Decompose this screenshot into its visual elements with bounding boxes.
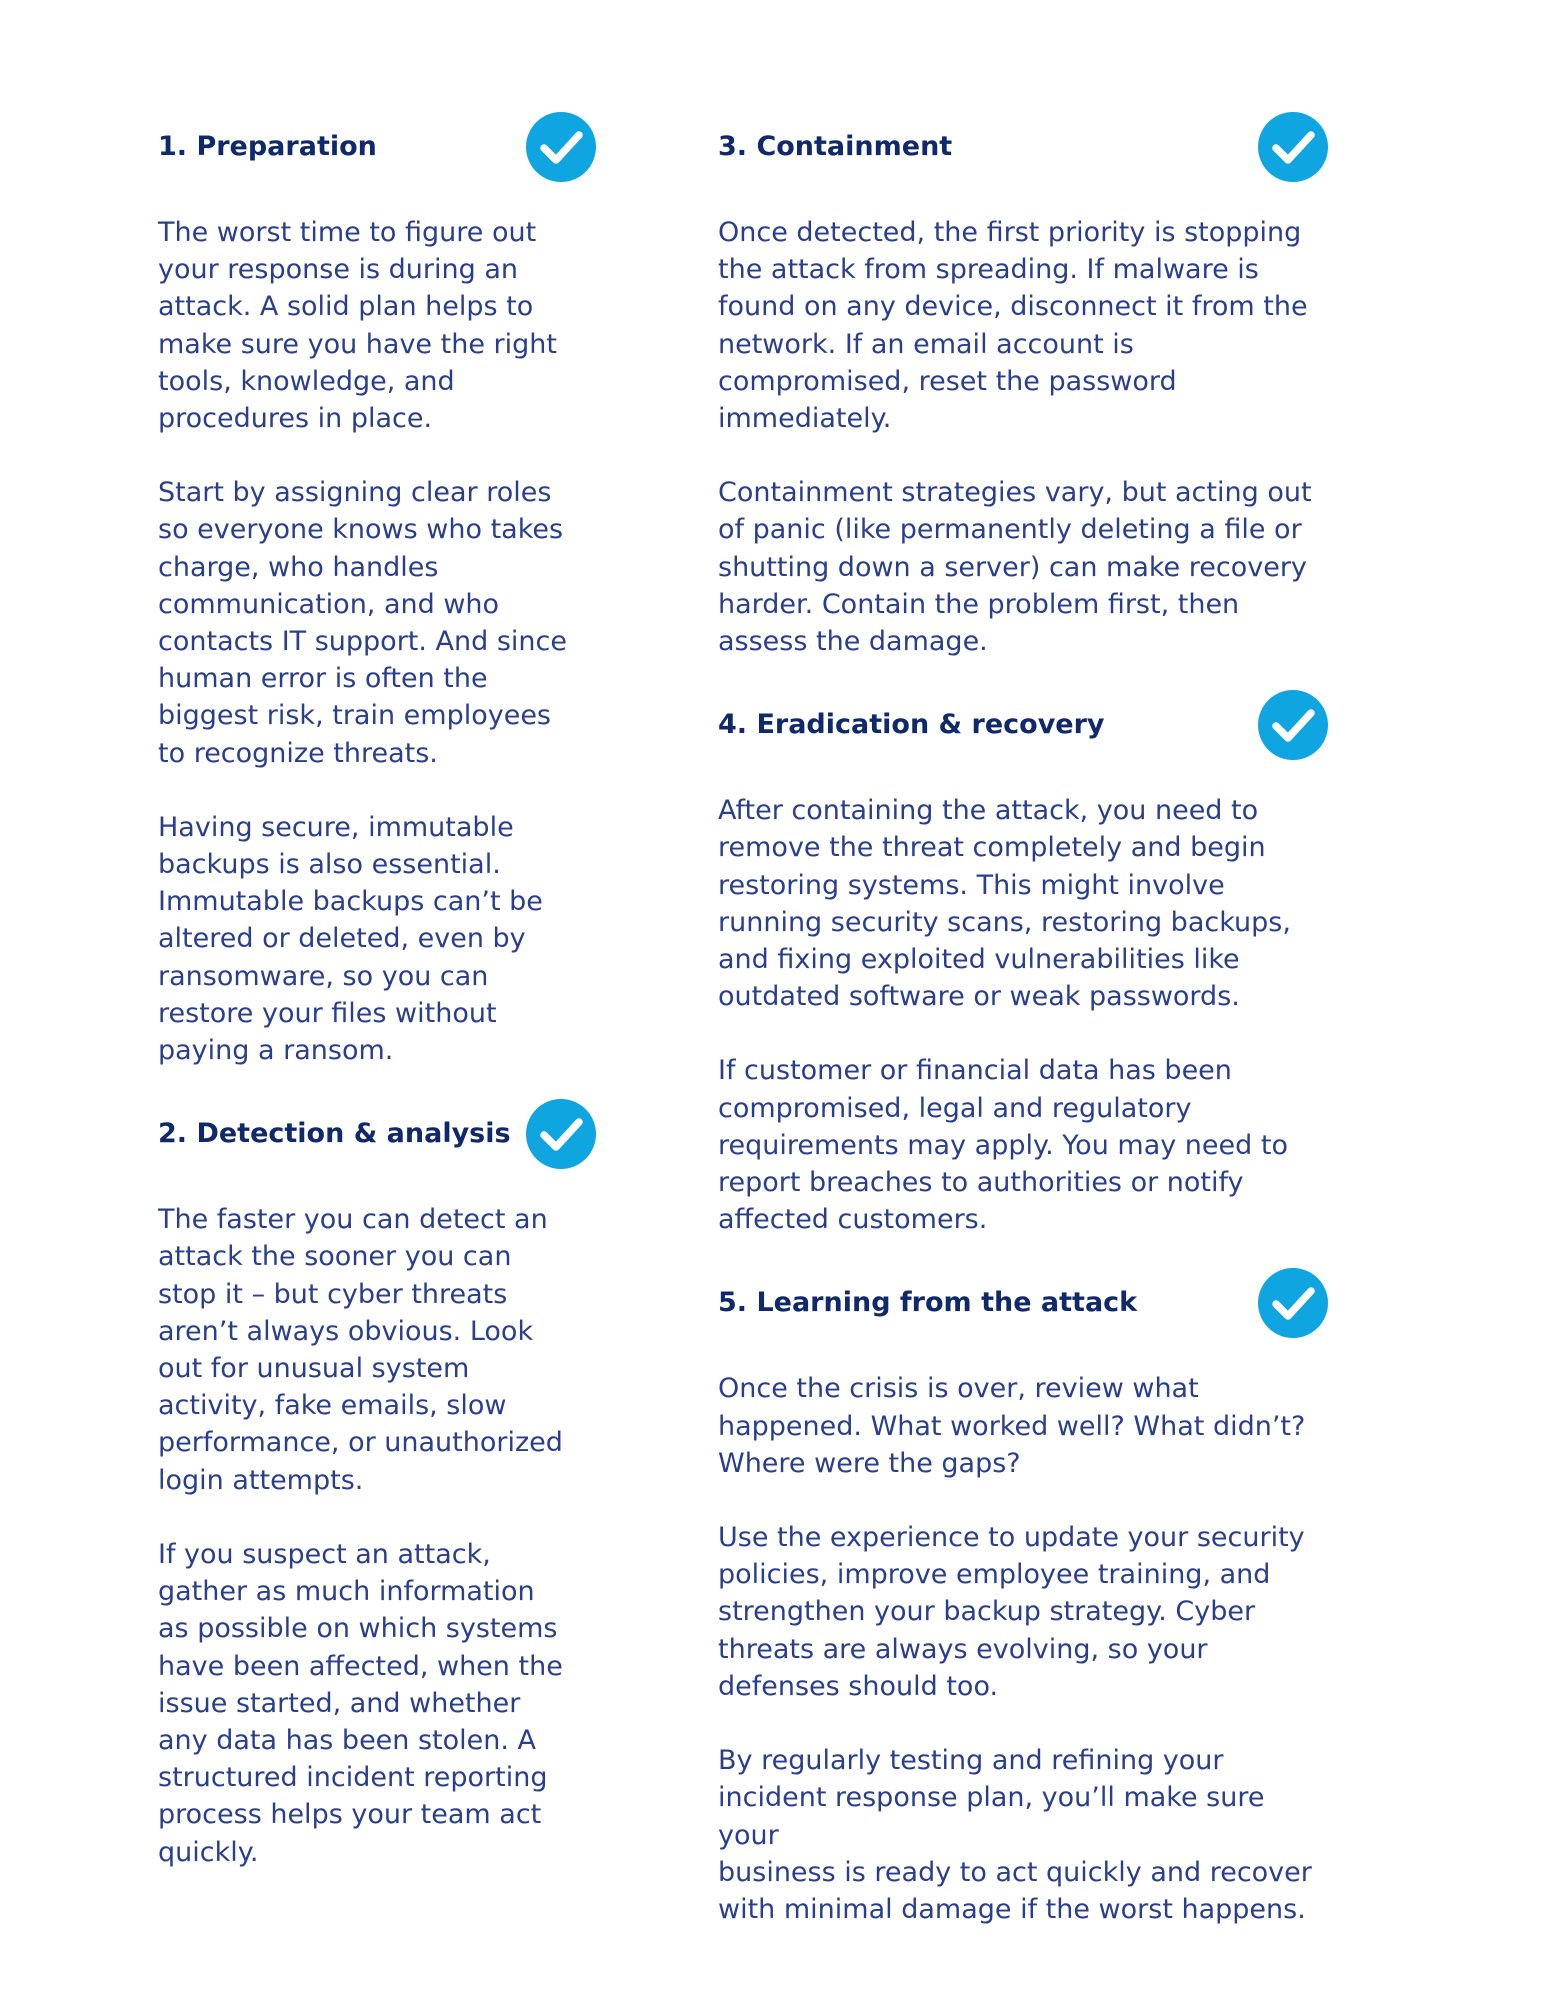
section-title: 3. Containment bbox=[718, 130, 953, 162]
text-line: your response is during an bbox=[158, 254, 519, 286]
check-circle-icon bbox=[1258, 690, 1328, 760]
section-title: 4. Eradication & recovery bbox=[718, 708, 1105, 740]
body-paragraph bbox=[158, 214, 588, 437]
text-line: biggest risk, train employees bbox=[158, 700, 552, 732]
text-line: contacts IT support. And since bbox=[158, 626, 567, 658]
text-line: running security scans, restoring backups, bbox=[718, 906, 1291, 938]
text-line: immediately. bbox=[718, 403, 892, 435]
text-line: Once detected, the first priority is stopping bbox=[718, 217, 1302, 248]
text-line: any data has been stolen. A bbox=[158, 1724, 537, 1756]
text-line: altered or deleted, even by bbox=[158, 923, 526, 955]
left-column bbox=[158, 110, 588, 1871]
text-line: ransomware, so you can bbox=[158, 960, 489, 992]
section bbox=[718, 1266, 1328, 1928]
body-paragraph bbox=[718, 1742, 1328, 1928]
right-column bbox=[718, 110, 1328, 1928]
text-line: If customer or financial data has been bbox=[718, 1055, 1232, 1087]
text-line: charge, who handles bbox=[158, 551, 439, 583]
body-paragraph bbox=[158, 1201, 588, 1499]
text-line: procedures in place. bbox=[158, 403, 433, 435]
section-header bbox=[158, 110, 588, 182]
text-line: as possible on which systems bbox=[158, 1613, 558, 1645]
text-line: backups is also essential. bbox=[158, 849, 501, 881]
text-line: of panic (like permanently deleting a file or bbox=[718, 514, 1302, 546]
text-line: quickly. bbox=[158, 1836, 259, 1868]
section bbox=[158, 110, 588, 1069]
text-line: with minimal damage if the worst happens. bbox=[718, 1893, 1306, 1925]
text-line: process helps your team act bbox=[158, 1799, 542, 1831]
section-header bbox=[158, 1097, 588, 1169]
text-line: so everyone knows who takes bbox=[158, 514, 564, 546]
text-line: human error is often the bbox=[158, 663, 488, 695]
check-circle-icon bbox=[526, 1099, 596, 1169]
text-line: make sure you have the right bbox=[158, 328, 557, 360]
text-line: business is ready to act quickly and recover bbox=[718, 1856, 1312, 1888]
text-line: outdated software or weak passwords. bbox=[718, 981, 1240, 1013]
text-line: compromised, legal and regulatory bbox=[718, 1092, 1192, 1124]
text-line: aren’t always obvious. Look bbox=[158, 1315, 534, 1347]
check-circle-icon bbox=[526, 112, 596, 182]
body-paragraph bbox=[718, 474, 1328, 660]
text-line: The faster you can detect an bbox=[158, 1204, 548, 1236]
text-line: report breaches to authorities or notify bbox=[718, 1167, 1244, 1199]
body-paragraph bbox=[158, 474, 588, 772]
text-line: remove the threat completely and begin bbox=[718, 832, 1266, 864]
check-circle-icon bbox=[1258, 1268, 1328, 1338]
body-paragraph bbox=[718, 214, 1328, 437]
text-line: login attempts. bbox=[158, 1464, 364, 1496]
text-line: issue started, and whether bbox=[158, 1687, 521, 1719]
body-paragraph bbox=[718, 792, 1328, 1015]
text-line: Where were the gaps? bbox=[718, 1447, 1021, 1479]
text-line: structured incident reporting bbox=[158, 1762, 548, 1794]
text-line: restoring systems. This might involve bbox=[718, 869, 1225, 901]
text-line: tools, knowledge, and bbox=[158, 365, 455, 397]
check-circle-icon bbox=[1258, 112, 1328, 182]
section bbox=[158, 1097, 588, 1870]
text-line: By regularly testing and refining your bbox=[718, 1745, 1224, 1777]
text-line: restore your files without bbox=[158, 997, 497, 1029]
body-paragraph bbox=[718, 1519, 1328, 1705]
text-line: happened. What worked well? What didn’t? bbox=[718, 1410, 1306, 1442]
text-line: to recognize threats. bbox=[158, 737, 438, 769]
text-line: the attack from spreading. If malware is bbox=[718, 254, 1259, 286]
text-line: strengthen your backup strategy. Cyber bbox=[718, 1596, 1256, 1628]
text-line: attack. A solid plan helps to bbox=[158, 291, 534, 323]
text-line: found on any device, disconnect it from the bbox=[718, 291, 1308, 323]
text-line: policies, improve employee training, and bbox=[718, 1559, 1271, 1591]
text-line: communication, and who bbox=[158, 588, 500, 620]
text-line: have been affected, when the bbox=[158, 1650, 563, 1682]
text-line: and fixing exploited vulnerabilities like bbox=[718, 944, 1240, 976]
body-paragraph bbox=[158, 809, 588, 1069]
section-title: 1. Preparation bbox=[158, 130, 377, 162]
text-line: Immutable backups can’t be bbox=[158, 886, 543, 918]
section bbox=[718, 688, 1328, 1238]
section bbox=[718, 110, 1328, 660]
text-line: Use the experience to update your security bbox=[718, 1522, 1305, 1554]
text-line: shutting down a server) can make recovery bbox=[718, 551, 1307, 583]
section-header bbox=[718, 110, 1328, 182]
text-line: harder. Contain the problem first, then bbox=[718, 588, 1240, 620]
text-line: Once the crisis is over, review what bbox=[718, 1373, 1199, 1405]
body-paragraph bbox=[158, 1536, 588, 1871]
text-line: Containment strategies vary, but acting out bbox=[718, 477, 1312, 509]
body-paragraph bbox=[718, 1370, 1328, 1482]
text-line: assess the damage. bbox=[718, 626, 988, 658]
text-line: stop it – but cyber threats bbox=[158, 1278, 508, 1310]
text-line: Having secure, immutable bbox=[158, 811, 514, 843]
text-line: performance, or unauthorized bbox=[158, 1427, 563, 1459]
text-line: Start by assigning clear roles bbox=[158, 477, 552, 509]
section-header bbox=[718, 1266, 1328, 1338]
text-line: threats are always evolving, so your bbox=[718, 1633, 1208, 1665]
text-line: paying a ransom. bbox=[158, 1035, 394, 1067]
text-line: After containing the attack, you need to bbox=[718, 795, 1259, 827]
text-line: activity, fake emails, slow bbox=[158, 1390, 507, 1422]
text-line: compromised, reset the password bbox=[718, 365, 1177, 397]
text-line: attack the sooner you can bbox=[158, 1241, 512, 1273]
section-title: 2. Detection & analysis bbox=[158, 1117, 511, 1149]
text-line: gather as much information bbox=[158, 1576, 535, 1608]
body-paragraph bbox=[718, 1052, 1328, 1238]
section-title: 5. Learning from the attack bbox=[718, 1286, 1138, 1318]
text-line: The worst time to figure out bbox=[158, 217, 537, 248]
text-line: requirements may apply. You may need to bbox=[718, 1129, 1288, 1161]
text-line: out for unusual system bbox=[158, 1353, 470, 1385]
text-line: defenses should too. bbox=[718, 1670, 999, 1702]
text-line: network. If an email account is bbox=[718, 328, 1134, 360]
text-line: If you suspect an attack, bbox=[158, 1538, 491, 1570]
text-line: incident response plan, you’ll make sure your bbox=[718, 1782, 1265, 1851]
text-line: affected customers. bbox=[718, 1204, 988, 1236]
section-header bbox=[718, 688, 1328, 760]
